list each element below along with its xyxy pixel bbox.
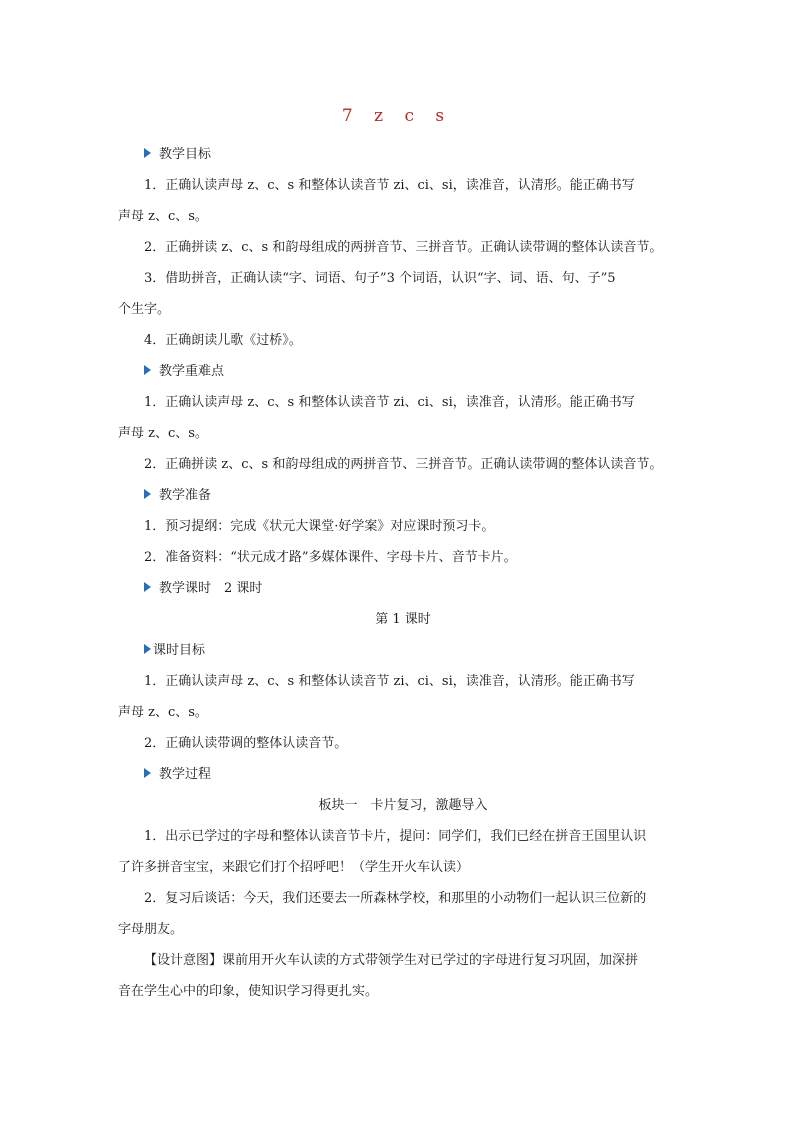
page-title: 7 z c s xyxy=(341,106,453,126)
triangle-bullet-icon xyxy=(144,768,151,778)
design-intent: 【设计意图】课前用开火车认读的方式带领学生对已学过的字母进行复习巩固，加深拼 xyxy=(144,953,639,968)
triangle-bullet-icon xyxy=(144,644,151,654)
design-intent-continuation: 音在学生心中的印象，使知识学习得更扎实。 xyxy=(118,984,379,999)
lesson-hours-value: 2 课时 xyxy=(224,581,263,596)
list-item: 2．正确认读带调的整体认读音节。 xyxy=(144,736,348,751)
document-body xyxy=(118,139,688,1007)
list-item: 2．正确拼读 z、c、s 和韵母组成的两拼音节、三拼音节。正确认读带调的整体认读音节。 xyxy=(144,240,663,255)
list-item-continuation: 声母 z、c、s。 xyxy=(118,426,208,441)
list-item-continuation: 声母 z、c、s。 xyxy=(118,705,208,720)
triangle-bullet-icon xyxy=(144,489,151,499)
list-item: 1．正确认读声母 z、c、s 和整体认读音节 zi、ci、si，读准音，认清形。能正确书写 xyxy=(144,395,635,410)
triangle-bullet-icon xyxy=(144,148,151,158)
list-item: 2．复习后谈话：今天，我们还要去一所森林学校，和那里的小动物们一起认识三位新的 xyxy=(144,891,647,906)
list-item: 2．准备资料：“状元成才路”多媒体课件、字母卡片、音节卡片。 xyxy=(144,550,517,565)
list-item: 1．正确认读声母 z、c、s 和整体认读音节 zi、ci、si，读准音，认清形。能正确书写 xyxy=(144,178,635,193)
list-item-continuation: 声母 z、c、s。 xyxy=(118,209,208,224)
list-item-continuation: 个生字。 xyxy=(118,302,171,317)
list-item: 4．正确朗读儿歌《过桥》。 xyxy=(144,333,302,348)
section-heading-difficulty: 教学重难点 xyxy=(118,356,688,387)
triangle-bullet-icon xyxy=(144,365,151,375)
list-item: 2．正确拼读 z、c、s 和韵母组成的两拼音节、三拼音节。正确认读带调的整体认读音节。 xyxy=(144,457,663,472)
triangle-bullet-icon xyxy=(144,582,151,592)
list-item-continuation: 了许多拼音宝宝，来跟它们打个招呼吧！（学生开火车认读） xyxy=(118,860,470,875)
list-item: 1．出示已学过的字母和整体认读音节卡片，提问：同学们，我们已经在拼音王国里认识 xyxy=(144,829,647,844)
section-heading-lesson-goals: 课时目标 xyxy=(118,635,688,666)
section-heading-prep: 教学准备 xyxy=(118,480,688,511)
list-item: 3．借助拼音，正确认读“字、词语、句子”3 个词语，认识“字、词、语、句、子”5 xyxy=(144,271,616,286)
lesson-title: 第 1 课时 xyxy=(375,612,431,627)
section-heading-hours: 教学课时 2 课时 xyxy=(118,573,688,604)
list-item-continuation: 字母朋友。 xyxy=(118,922,184,937)
section-heading-goals: 教学目标 xyxy=(118,139,688,170)
block-title: 板块一 卡片复习，激趣导入 xyxy=(318,798,488,813)
list-item: 1．预习提纲：完成《状元大课堂·好学案》对应课时预习卡。 xyxy=(144,519,495,534)
section-heading-process: 教学过程 xyxy=(118,759,688,790)
list-item: 1．正确认读声母 z、c、s 和整体认读音节 zi、ci、si，读准音，认清形。能正确书写 xyxy=(144,674,635,689)
